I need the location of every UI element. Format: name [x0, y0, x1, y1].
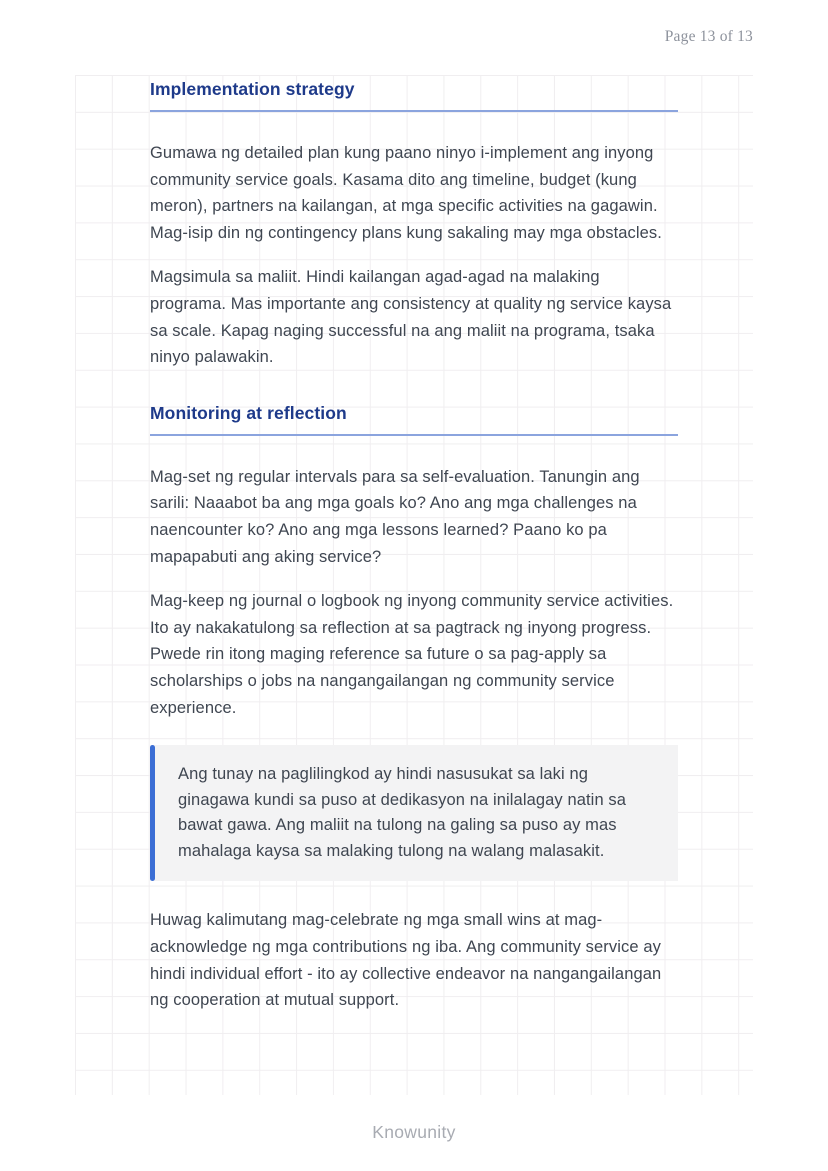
paragraph-celebrate-small-wins: Huwag kalimutang mag-celebrate ng mga small wins at mag-acknowledge ng mga contributions ng iba. Ang community service ay hindi individual effort - ito ay collective endeavor na nangangailangan ng cooperation at mutual support. [150, 911, 662, 1010]
page-number-indicator: Page 13 of 13 [664, 28, 753, 45]
section-heading-implementation-strategy: Implementation strategy [150, 75, 678, 112]
section-heading-monitoring-reflection: Monitoring at reflection [150, 403, 678, 436]
paragraph-journal-logbook: Mag-keep ng journal o logbook ng inyong community service activities. Ito ay nakakatulong sa reflection at sa pagtrack ng inyong progress. Pwede rin itong maging reference sa future o sa pag-apply sa scholarships o jobs na nangangailangan ng community service experience. [150, 592, 674, 717]
paragraph-self-evaluation: Mag-set ng regular intervals para sa self-evaluation. Tanungin ang sarili: Naaabot ba ang mga goals ko? Ano ang mga challenges na naencounter ko? Ano ang mga lessons learned? Paano ko pa mapapabuti ang aking service? [150, 467, 640, 566]
grid-paper-sheet [75, 75, 753, 1095]
blockquote [150, 745, 678, 881]
paragraph-start-small: Magsimula sa maliit. Hindi kailangan agad-agad na malaking programa. Mas importante ang consistency at quality ng service kaysa sa scale. Kapag naging successful na ang maliit na programa, tsaka ninyo palawakin. [150, 268, 672, 367]
paragraph-implementation-plan: Gumawa ng detailed plan kung paano ninyo i-implement ang inyong community service goals. Kasama dito ang timeline, budget (kung meron), partners na kailangan, at mga specific activities na gagawin. Mag-isip din ng contingency plans kung sakaling may mga obstacles. [150, 144, 662, 242]
document-content [75, 75, 753, 1014]
footer-brand-knowunity: Knowunity [372, 1122, 456, 1142]
blockquote-accent-bar [150, 745, 155, 881]
blockquote-text: Ang tunay na paglilingkod ay hindi nasusukat sa laki ng ginagawa kundi sa puso at dedikasyon na inilalagay natin sa bawat gawa. Ang maliit na tulong na galing sa puso ay mas mahalaga kaysa sa malaking tulong na walang malasakit. [178, 765, 627, 860]
